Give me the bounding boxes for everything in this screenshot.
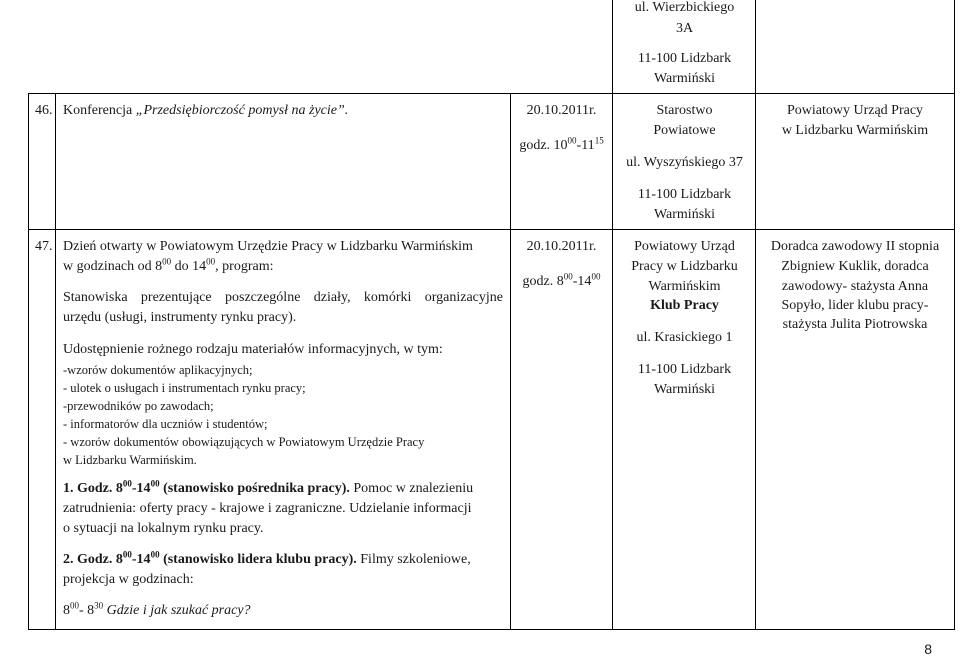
event-title — [63, 103, 348, 119]
intro-sup: 00 — [206, 256, 216, 267]
organizer-line: stażysta Julita Piotrowska — [782, 317, 928, 332]
title-prefix: Konferencja — [63, 103, 136, 118]
session-time — [63, 600, 251, 619]
place-line: Starostwo — [656, 103, 713, 118]
time-text: godz. 10 — [519, 138, 568, 153]
table-right-border — [954, 0, 955, 630]
place-line: Pracy w Lidzbarku — [631, 259, 738, 274]
intro-text: do 14 — [171, 259, 207, 274]
place-line: ul. Krasickiego 1 — [636, 330, 733, 345]
organizer-line: Doradca zawodowy II stopnia — [770, 239, 940, 254]
session-sup: 30 — [94, 600, 104, 611]
intro-line: Dzień otwarty w Powiatowym Urzędzie Pracy w Lidzbarku Warmińskim — [63, 239, 473, 254]
column-divider — [55, 93, 56, 630]
session-sup: 00 — [70, 600, 79, 611]
intro-text: w godzinach od 8 — [63, 259, 163, 274]
materials-item: -wzorów dokumentów aplikacyjnych; — [63, 363, 253, 377]
session-text: 8 — [63, 603, 70, 618]
place-line: 3A — [675, 21, 694, 36]
item-label: 2. Godz. 8 — [63, 552, 123, 567]
place-line: 11-100 Lidzbark — [637, 187, 732, 202]
time-text: -11 — [576, 138, 595, 153]
place-line: ul. Wyszyńskiego 37 — [626, 155, 743, 170]
organizer-line: Zbigniew Kuklik, doradca — [781, 259, 929, 274]
row-number: 46. — [35, 103, 53, 118]
session-text: - 8 — [79, 603, 95, 618]
row-divider — [28, 229, 955, 230]
place-bold: Klub Pracy — [650, 298, 719, 313]
organizer-line: Powiatowy Urząd Pracy — [786, 103, 924, 118]
column-divider — [510, 93, 511, 630]
row-divider — [28, 93, 955, 94]
time-sup: 00 — [563, 271, 573, 282]
place-line: Powiatowy Urząd — [634, 239, 735, 254]
place-line: Warmiński — [653, 382, 716, 397]
item-sup: 00 — [122, 549, 132, 560]
item-sup: 00 — [150, 549, 160, 560]
item-bold: (stanowisko lidera klubu pracy). — [159, 552, 357, 567]
place-line: Warmiński — [653, 71, 716, 86]
column-divider — [612, 0, 613, 630]
materials-item: - ulotek o usługach i instrumentach rynku pracy; — [63, 381, 306, 395]
item-text: Filmy szkoleniowe, — [356, 552, 471, 567]
organizer-line: w Lidzbarku Warmińskim — [781, 123, 929, 138]
intro-text: , program: — [215, 259, 274, 274]
materials-item: w Lidzbarku Warmińskim. — [63, 453, 197, 467]
place-line: ul. Wierzbickiego — [634, 0, 735, 15]
materials-item: - wzorów dokumentów obowiązujących w Powiatowym Urzędzie Pracy — [63, 435, 425, 449]
materials-item: -przewodników po zawodach; — [63, 399, 214, 413]
place-line: 11-100 Lidzbark — [637, 362, 732, 377]
place-line: Powiatowe — [653, 123, 716, 138]
place-line: Warmińskim — [648, 279, 721, 294]
intro-sup: 00 — [162, 256, 172, 267]
materials-item: - informatorów dla uczniów i studentów; — [63, 417, 268, 431]
item-text: zatrudnienia: oferty pracy - krajowe i zagraniczne. Udzielanie informacji — [63, 501, 472, 516]
page-number: 8 — [924, 641, 932, 657]
place-line: 11-100 Lidzbark — [637, 51, 732, 66]
time-sup: 00 — [591, 271, 601, 282]
organizer-line: zawodowy- stażysta Anna — [781, 279, 929, 294]
item-label: -14 — [131, 481, 151, 496]
time-sup: 00 — [567, 135, 577, 146]
time-sup: 15 — [594, 135, 604, 146]
time-text: godz. 8 — [522, 274, 564, 289]
table-bottom-border — [28, 629, 955, 630]
stations-line: urzędu (usługi, instrumenty rynku pracy). — [63, 310, 297, 325]
column-divider — [755, 0, 756, 630]
materials-intro: Udostępnienie rożnego rodzaju materiałów informacyjnych, w tym: — [63, 342, 443, 357]
item-text: o sytuacji na lokalnym rynku pracy. — [63, 521, 264, 536]
place-line: Warmiński — [653, 207, 716, 222]
event-time — [510, 271, 613, 290]
row-number: 47. — [35, 239, 53, 254]
event-date: 20.10.2011r. — [526, 103, 597, 118]
title-italic: „Przedsiębiorczość pomysł na życie”. — [135, 103, 349, 118]
event-time — [510, 135, 613, 154]
item-bold: (stanowisko pośrednika pracy). — [159, 481, 350, 496]
table-left-border — [28, 93, 29, 630]
item-sup: 00 — [122, 478, 132, 489]
item-label: -14 — [131, 552, 151, 567]
item-text: Pomoc w znalezieniu — [349, 481, 474, 496]
item-2-line — [63, 549, 471, 568]
item-1-line — [63, 478, 474, 497]
item-text: projekcja w godzinach: — [63, 572, 194, 587]
organizer-line: Sopyło, lider klubu pracy- — [781, 298, 929, 313]
event-date: 20.10.2011r. — [526, 239, 597, 254]
stations-line: Stanowiska prezentujące poszczególne działy, komórki organizacyjne — [63, 290, 503, 305]
item-sup: 00 — [150, 478, 160, 489]
session-italic: Gdzie i jak szukać pracy? — [103, 603, 251, 618]
time-text: -14 — [572, 274, 592, 289]
intro-line — [63, 256, 274, 275]
item-label: 1. Godz. 8 — [63, 481, 123, 496]
